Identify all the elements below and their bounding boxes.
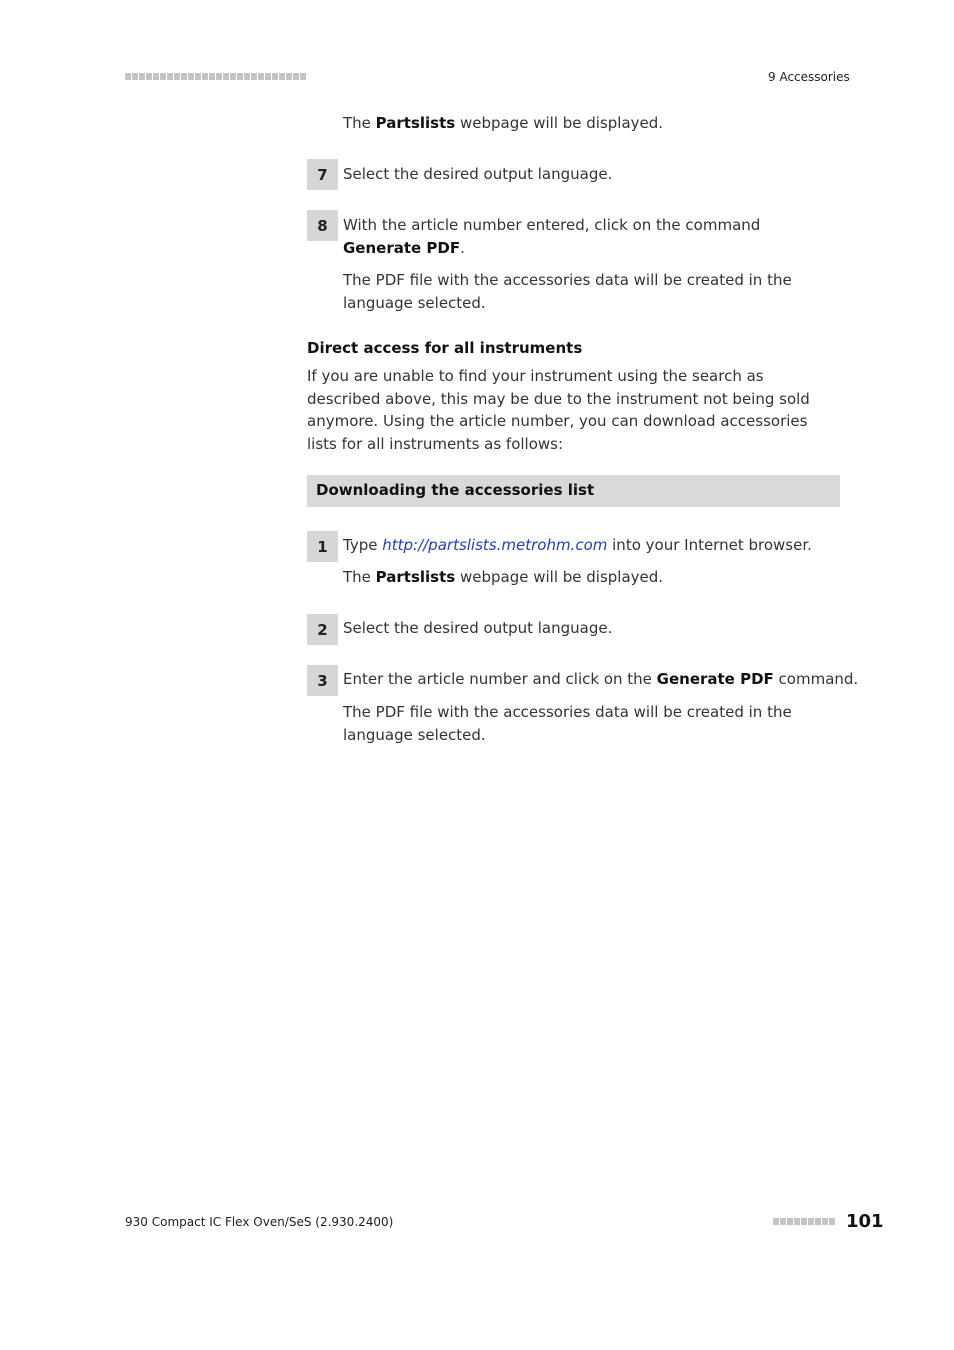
procedure-step-number-2: 2 — [307, 614, 338, 645]
procedure-title-bar — [307, 475, 840, 507]
intro-result-pre: The — [343, 114, 376, 132]
partslists-link[interactable]: http://partslists.metrohm.com — [382, 536, 608, 554]
intro-result-post: webpage will be displayed. — [455, 114, 664, 132]
procedure-step-3-result: The PDF file with the accessories data will be created in the language selected. — [343, 703, 792, 744]
section-heading: Direct access for all instruments — [307, 339, 583, 357]
footer-decoration — [773, 1218, 835, 1225]
step-number-8: 8 — [307, 210, 338, 241]
intro-result-bold: Partslists — [375, 114, 456, 132]
procedure-step-1-result-pre: The — [343, 568, 376, 586]
step-8-result: The PDF file with the accessories data will be created in the language selected. — [343, 271, 792, 312]
step-8-post: . — [460, 238, 465, 257]
procedure-step-1-post: into your Internet browser. — [607, 536, 812, 554]
procedure-step-1-text — [343, 534, 843, 557]
procedure-step-1-result-post: webpage will be displayed. — [455, 568, 664, 586]
procedure-step-number-3: 3 — [307, 665, 338, 696]
procedure-step-1-result-bold: Partslists — [375, 568, 456, 586]
step-number-7: 7 — [307, 159, 338, 190]
procedure-step-1-pre: Type — [343, 536, 383, 554]
procedure-step-number-1: 1 — [307, 531, 338, 562]
section-paragraph: If you are unable to find your instrument using the search as described above, this may be due to the instrument not being sold anymore. Using the article number, you can download accessories lists for all instruments as follows: — [307, 367, 810, 453]
procedure-step-2-text: Select the desired output language. — [343, 619, 613, 637]
page-number: 101 — [846, 1211, 884, 1232]
step-8-text — [343, 214, 833, 259]
step-8-bold: Generate PDF — [343, 238, 461, 257]
header-decoration — [125, 73, 306, 80]
step-7-text: Select the desired output language. — [343, 165, 613, 183]
header-section-title: 9 Accessories — [768, 70, 850, 84]
procedure-step-3-bold: Generate PDF — [656, 670, 774, 688]
procedure-step-3-text — [343, 668, 859, 691]
intro-result-text — [343, 112, 663, 135]
procedure-step-3-post: command. — [773, 670, 859, 688]
procedure-step-1-result — [343, 566, 843, 589]
procedure-step-3-pre: Enter the article number and click on the — [343, 670, 657, 688]
footer-product: 930 Compact IC Flex Oven/SeS (2.930.2400) — [125, 1215, 394, 1229]
procedure-title: Downloading the accessories list — [316, 481, 595, 499]
step-8-pre: With the article number entered, click on the command — [343, 216, 761, 234]
